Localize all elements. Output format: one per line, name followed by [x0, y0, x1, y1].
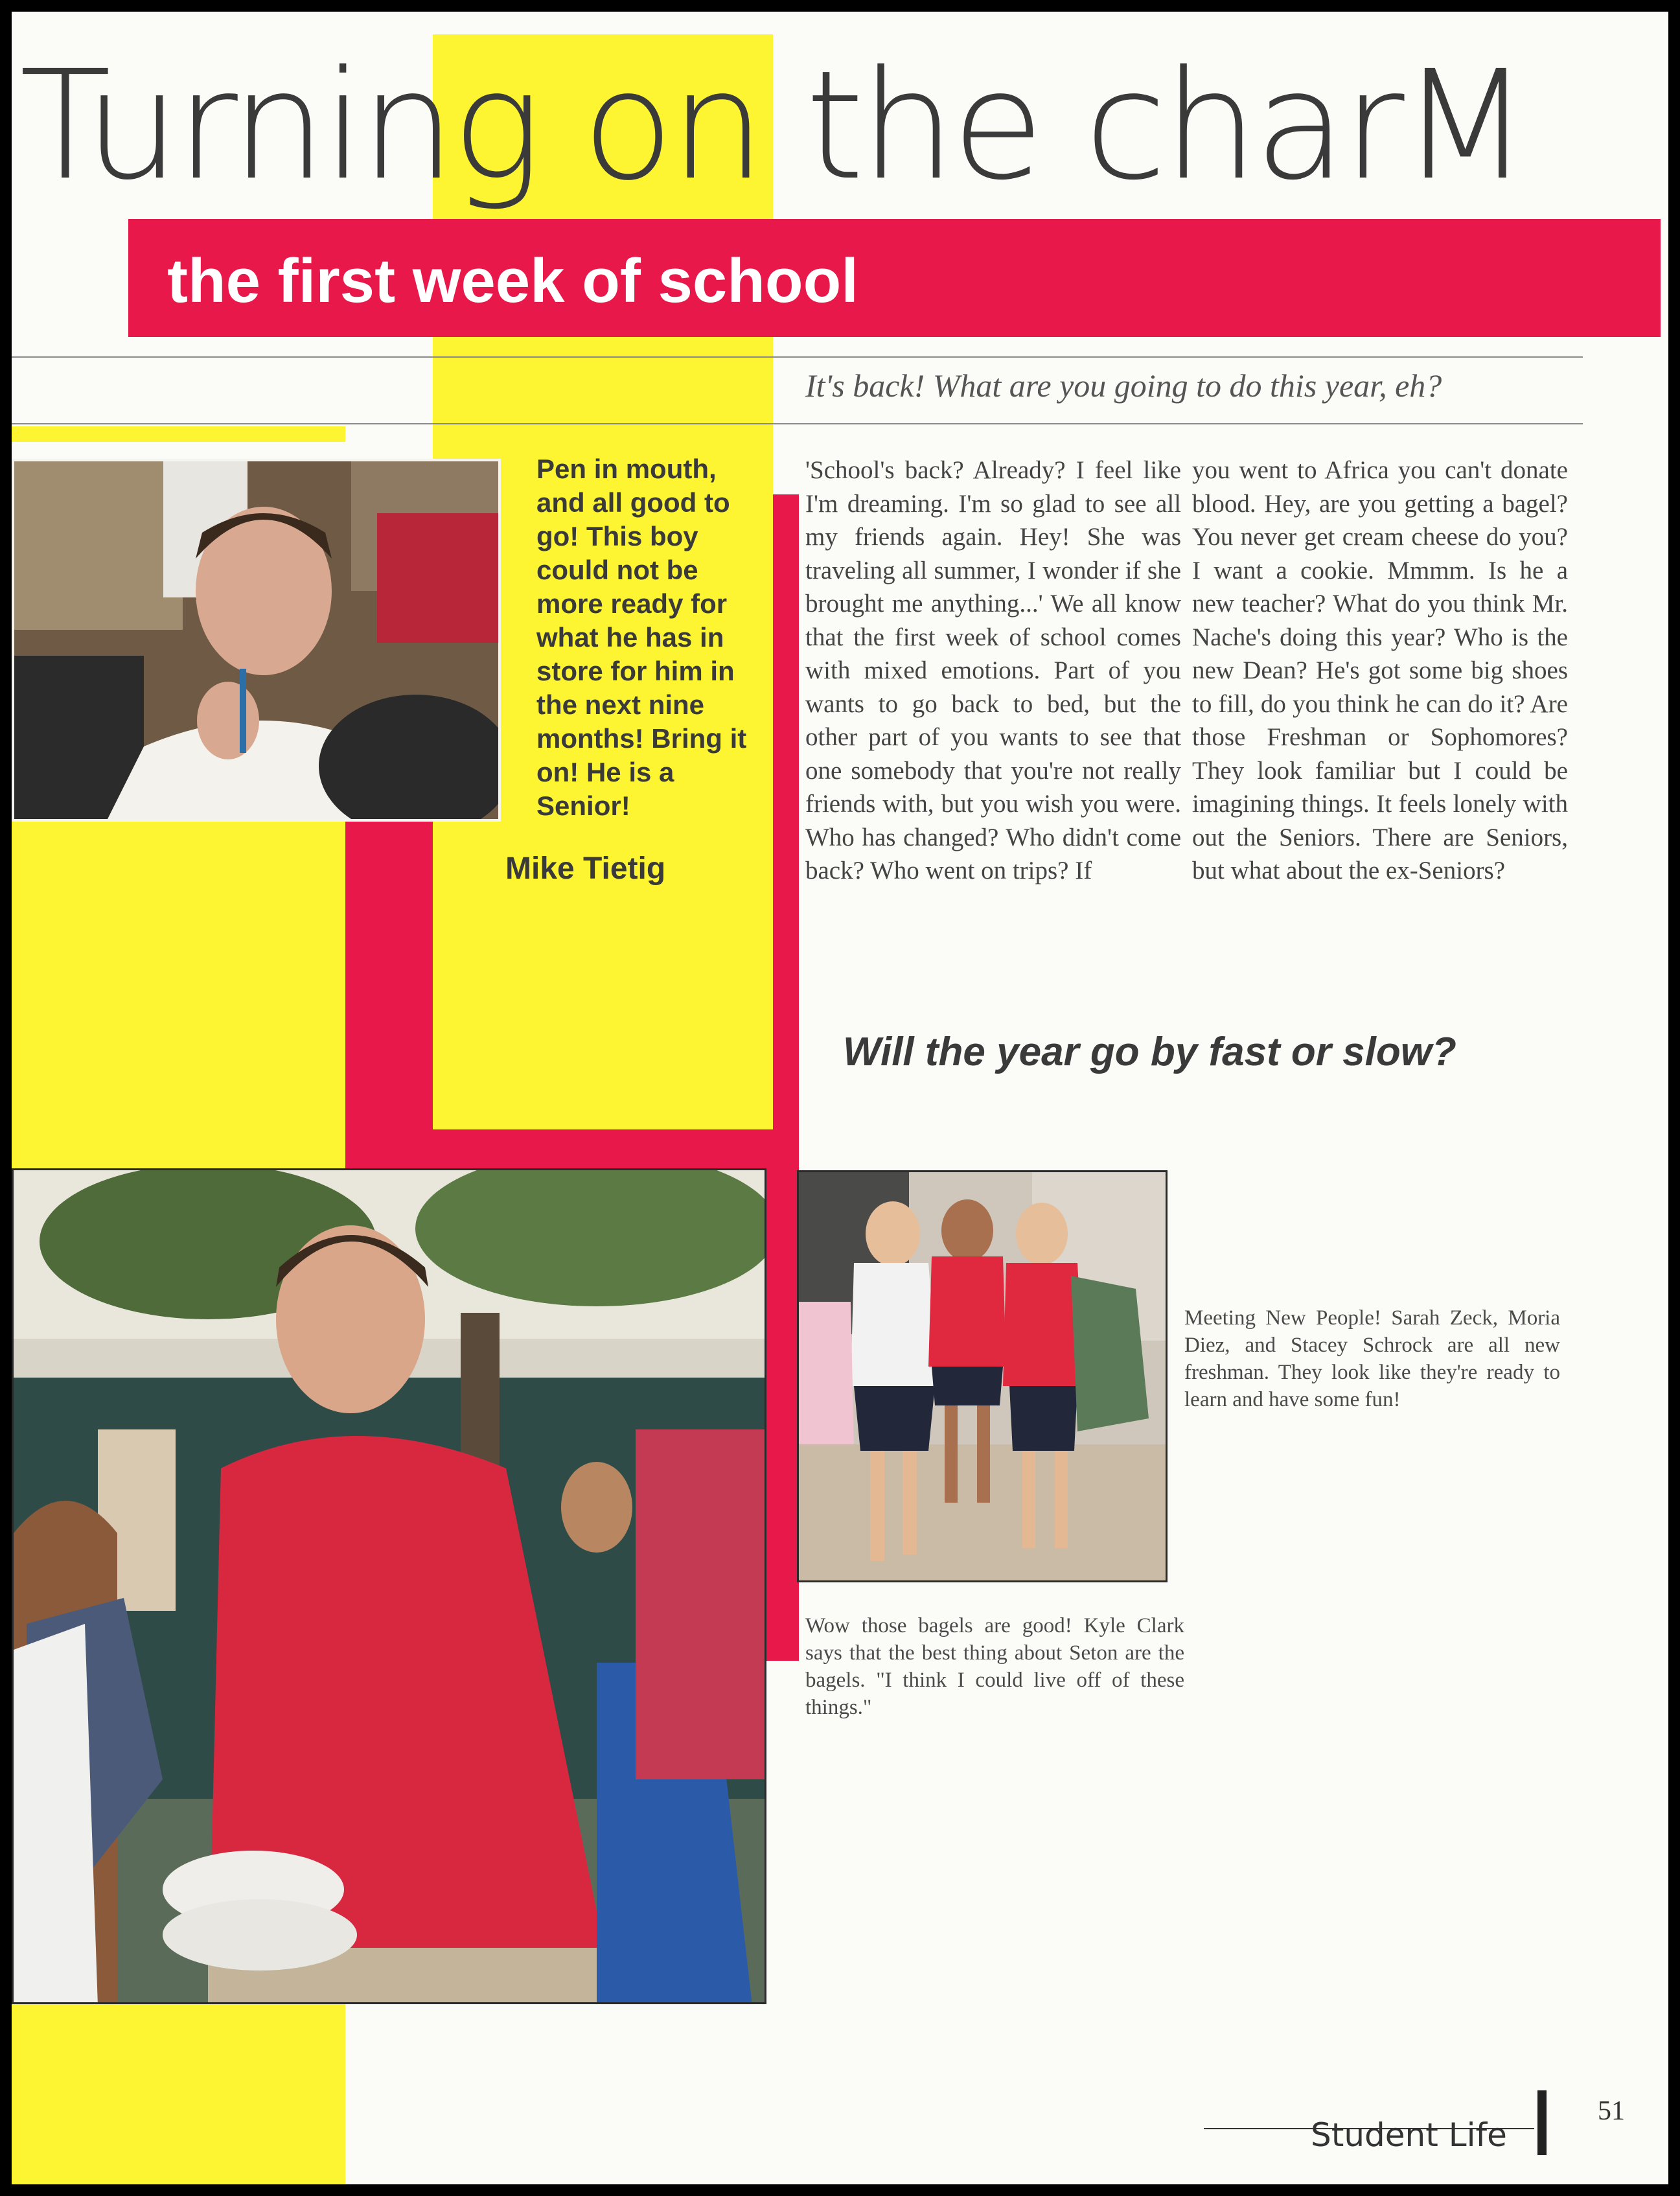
photo-mike — [12, 459, 501, 822]
rule-lower — [12, 423, 1583, 424]
page-subtitle: the first week of school — [167, 246, 858, 316]
caption-group: Meeting New People! Sarah Zeck, Moria Diez, and Stacey Schrock are all new freshman. They look like they're ready to learn and have some fun! — [1184, 1306, 1560, 1411]
photo-group-image — [799, 1172, 1168, 1582]
photo-mike-image — [14, 461, 501, 822]
tagline: It's back! What are you going to do this year, eh? — [805, 367, 1442, 404]
yellow-block-left — [12, 822, 345, 1172]
caption-mike: Pen in mouth, and all good to go! This boy could not be more ready for what he has in store for him in the next nine months! Bring it on! He is a Senior! — [536, 454, 747, 821]
yearbook-page — [12, 12, 1668, 2184]
yellow-block-bottom — [12, 1998, 345, 2184]
article-column-1: 'School's back? Already? I feel like I'm dreaming. I'm so glad to see all my friends again. Hey! She was traveling all summer, I wonder if she brought me anything...' We all know that the first week of school comes with mixed emotions. Part of you wants to go back to bed, but the other part of you wants to see that one somebody that you're not really friends with, but you wish you were. Who has changed? Who didn't come back? Who went on trips? If — [805, 456, 1181, 884]
photo-kyle-image — [14, 1170, 766, 2004]
page-number: 51 — [1598, 2096, 1625, 2126]
yellow-block-under-photo — [12, 426, 345, 442]
article-column-2: you went to Africa you can't donate blood. Hey, are you getting a bagel? You never get cream cheese do you? I want a cookie. Mmmm. Is he a new teacher? What do you think Mr. Nache's doing this year? Who is the new Dean? He's got some big shoes to fill, do you think he can do it? Are those Freshman or Sophomores? They look familiar but I could be imagining things. It feels lonely with out the Seniors. There are Seniors, but what about the ex-Seniors? — [1192, 456, 1568, 884]
rule-upper — [12, 356, 1583, 358]
photo-group — [797, 1170, 1168, 1582]
page-title: Turning on the charM — [19, 38, 1526, 213]
photo-kyle — [12, 1168, 766, 2004]
caption-mike-name: Mike Tietig — [505, 851, 666, 886]
caption-bagels: Wow those bagels are good! Kyle Clark says that the best thing about Seton are the bagels. "I think I could live off of these things." — [805, 1614, 1184, 1719]
footer-bar — [1537, 2090, 1547, 2155]
article-question: Will the year go by fast or slow? — [843, 1030, 1456, 1074]
footer-section: Student Life — [1311, 2116, 1507, 2154]
